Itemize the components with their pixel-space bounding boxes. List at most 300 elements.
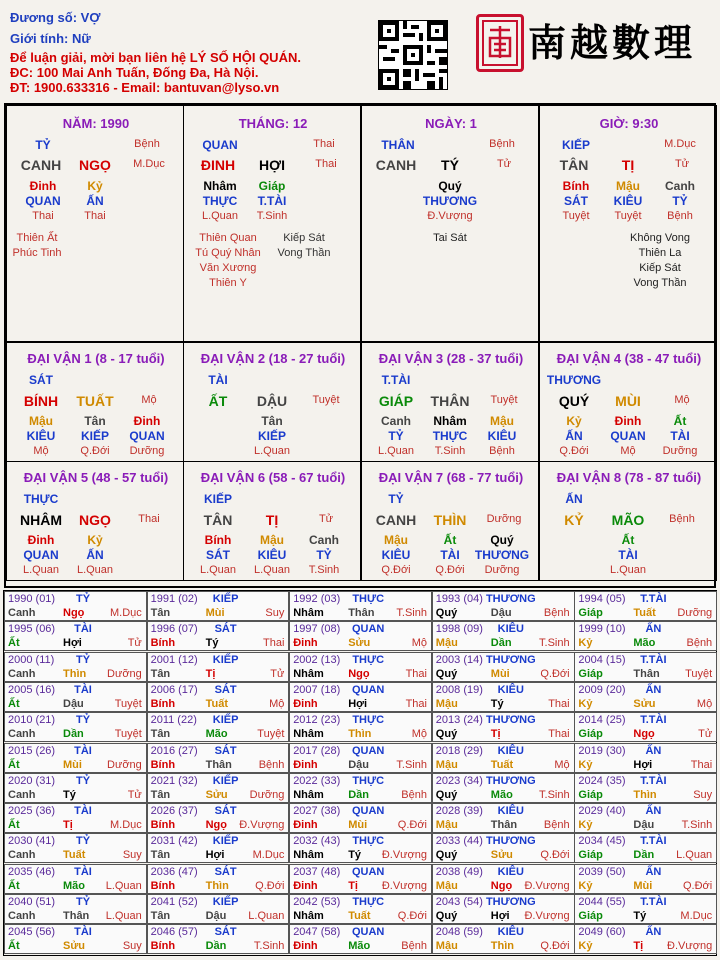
year-branch: Tuất xyxy=(490,758,514,771)
year-god: KIẾP xyxy=(212,593,239,605)
year-god: SÁT xyxy=(214,683,237,696)
year-stage: T.Sinh xyxy=(681,819,713,832)
year-stem: Đinh xyxy=(293,697,318,710)
year-label: 2034 (45) xyxy=(578,835,626,848)
year-cell[interactable] xyxy=(574,712,717,742)
year-cell[interactable] xyxy=(147,924,290,954)
year-cell[interactable] xyxy=(574,773,717,803)
year-cell[interactable] xyxy=(147,591,290,621)
year-stage: Q.Đới xyxy=(255,879,285,892)
dai-van-god: TỶ xyxy=(388,492,404,506)
year-god: TÀI xyxy=(74,805,92,818)
year-stem: Đinh xyxy=(293,879,318,892)
hidden-stem: Ất xyxy=(621,533,635,547)
hidden-stage: Đ.Vượng xyxy=(427,210,473,222)
year-cell[interactable] xyxy=(4,743,147,773)
year-stage: Tử xyxy=(127,788,142,801)
dai-van-1[interactable] xyxy=(6,342,184,462)
pillar-1 xyxy=(6,105,184,342)
year-stem: Ất xyxy=(8,637,20,650)
hidden-stage: L.Quan xyxy=(377,445,415,457)
year-cell[interactable] xyxy=(289,621,432,651)
hidden-god: KIÊU xyxy=(381,548,411,562)
star-label: Tai Sát xyxy=(433,232,467,244)
year-label: 2012 (23) xyxy=(293,714,341,727)
year-label: 2029 (40) xyxy=(578,805,626,818)
year-god: THỰC xyxy=(352,653,385,666)
year-stem: Nhâm xyxy=(293,607,324,619)
year-branch: Dần xyxy=(633,849,655,862)
year-cell[interactable] xyxy=(4,712,147,742)
year-god: THỰC xyxy=(352,835,385,848)
year-cell[interactable] xyxy=(574,864,717,894)
year-stem: Mậu xyxy=(435,940,458,953)
dai-van-stage: Mộ xyxy=(674,394,690,406)
year-god: T.TÀI xyxy=(640,896,667,908)
dai-van-stage: Tử xyxy=(318,513,334,525)
year-god: ẤN xyxy=(645,744,662,757)
year-stage: Đ.Vượng xyxy=(667,940,713,953)
pillar-stem-stage: Bệnh xyxy=(134,138,160,150)
year-stage: Dưỡng xyxy=(249,788,285,801)
star-label: Thiên Y xyxy=(209,277,247,289)
year-branch: Mùi xyxy=(348,819,368,832)
year-cell[interactable] xyxy=(432,591,575,621)
dai-van-7[interactable] xyxy=(361,461,539,581)
year-stage: Thai xyxy=(262,637,285,650)
year-stage: Bệnh xyxy=(686,637,713,650)
brand-logo: 南越數理 xyxy=(528,20,697,65)
year-god: KIÊU xyxy=(497,683,524,696)
year-cell[interactable] xyxy=(289,833,432,863)
year-label: 2032 (43) xyxy=(293,835,341,848)
year-cell[interactable] xyxy=(289,652,432,682)
year-god: THƯƠNG xyxy=(485,774,536,787)
year-label: 2003 (14) xyxy=(435,653,483,666)
hidden-stage: Q.Đới xyxy=(381,564,411,576)
hidden-stage: Dưỡng xyxy=(129,445,165,457)
year-stage: Tử xyxy=(127,637,142,650)
hidden-god: TÀI xyxy=(618,548,638,562)
pillar-stem-stage: M.Dục xyxy=(664,138,696,150)
hidden-stage: Thai xyxy=(84,210,106,222)
year-god: TỶ xyxy=(75,714,91,727)
pillar-branch: TÝ xyxy=(441,157,459,173)
year-label: 1997 (08) xyxy=(293,623,341,636)
star-label: Kiếp Sát xyxy=(639,262,681,274)
year-stage: Bệnh xyxy=(401,788,427,801)
year-stage: M.Dục xyxy=(110,607,142,619)
hidden-stem: Quý xyxy=(490,533,514,547)
dai-van-stage: Dưỡng xyxy=(486,513,522,525)
year-stage: T.Sinh xyxy=(253,940,285,953)
year-cell[interactable] xyxy=(432,743,575,773)
year-branch: Ngọ xyxy=(633,728,655,741)
year-stem: Canh xyxy=(8,667,36,680)
year-cell[interactable] xyxy=(289,743,432,773)
year-cell[interactable] xyxy=(147,833,290,863)
year-cell[interactable] xyxy=(147,773,290,803)
hidden-stage: Tuyệt xyxy=(562,210,590,222)
year-stage: Tử xyxy=(698,728,713,741)
dai-van-god: THỰC xyxy=(23,492,59,506)
year-god: SÁT xyxy=(214,865,237,878)
year-stem: Quý xyxy=(435,910,458,922)
pillar-branch-stage: Thai xyxy=(315,158,337,170)
dai-van-3[interactable] xyxy=(361,342,539,462)
year-branch: Tuất xyxy=(633,607,656,619)
year-cell[interactable] xyxy=(289,803,432,833)
year-stem: Giáp xyxy=(578,788,603,801)
hidden-stage: L.Quan xyxy=(253,445,291,457)
year-label: 2006 (17) xyxy=(150,683,198,696)
year-god: T.TÀI xyxy=(640,714,667,727)
year-label: 2002 (13) xyxy=(293,653,341,666)
year-cell[interactable] xyxy=(432,924,575,954)
year-branch: Mão xyxy=(205,728,228,741)
year-branch: Thìn xyxy=(63,667,87,680)
year-cell[interactable] xyxy=(4,894,147,924)
year-cell[interactable] xyxy=(432,864,575,894)
gender-label: Giới tính: Nữ xyxy=(10,31,91,46)
year-cell[interactable] xyxy=(147,682,290,712)
hidden-god: SÁT xyxy=(206,548,230,562)
dai-van-branch: TUẤT xyxy=(76,393,114,409)
year-stem: Mậu xyxy=(435,697,458,710)
year-stem: Mậu xyxy=(435,637,458,650)
year-cell[interactable] xyxy=(574,652,717,682)
year-god: SÁT xyxy=(214,805,237,818)
year-cell[interactable] xyxy=(147,621,290,651)
year-cell[interactable] xyxy=(4,621,147,651)
year-stage: Đ.Vượng xyxy=(524,879,570,892)
year-stem: Quý xyxy=(435,788,458,801)
year-cell[interactable] xyxy=(574,833,717,863)
year-cell[interactable] xyxy=(432,833,575,863)
year-god: THƯƠNG xyxy=(485,593,536,605)
year-stem: Quý xyxy=(435,667,458,680)
year-stage: Thai xyxy=(548,697,570,710)
year-cell[interactable] xyxy=(289,712,432,742)
pillar-branch: HỢI xyxy=(259,157,285,173)
year-stage: Dưỡng xyxy=(107,667,142,680)
year-label: 2041 (52) xyxy=(150,896,198,908)
year-branch: Mùi xyxy=(633,879,653,892)
year-label: 2022 (33) xyxy=(293,774,341,787)
year-branch: Tuất xyxy=(63,849,86,862)
year-stage: Mộ xyxy=(696,697,713,710)
year-god: ẤN xyxy=(645,683,662,696)
hidden-stage: Q.Đới xyxy=(559,445,589,457)
star-label: Vong Thần xyxy=(633,277,687,289)
year-branch: Tị xyxy=(633,940,644,953)
hidden-stage: L.Quan xyxy=(609,564,647,576)
year-label: 2005 (16) xyxy=(8,683,56,696)
hidden-stage: L.Quan xyxy=(22,564,60,576)
year-cell[interactable] xyxy=(147,864,290,894)
year-branch: Sửu xyxy=(63,940,86,953)
year-cell[interactable] xyxy=(4,682,147,712)
pillar-branch: NGỌ xyxy=(79,157,111,173)
seal-icon xyxy=(476,14,524,72)
hidden-god: QUAN xyxy=(610,429,646,443)
year-stem: Tân xyxy=(150,607,171,619)
hidden-god: TỶ xyxy=(672,194,688,208)
year-god: TỶ xyxy=(75,593,91,605)
year-label: 2023 (34) xyxy=(435,774,483,787)
year-cell[interactable] xyxy=(432,621,575,651)
dai-van-title: ĐẠI VẬN 4 (38 - 47 tuổi) xyxy=(556,351,702,366)
year-stage: Tuyệt xyxy=(685,667,713,680)
year-branch: Dậu xyxy=(205,910,227,922)
year-stem: Mậu xyxy=(435,819,458,832)
hidden-god: THƯƠNG xyxy=(422,194,478,208)
hidden-stem: Canh xyxy=(309,533,339,547)
year-god: T.TÀI xyxy=(640,835,667,848)
year-stem: Đinh xyxy=(293,758,318,771)
year-branch: Tý xyxy=(633,910,647,922)
year-cell[interactable] xyxy=(574,743,717,773)
year-label: 1990 (01) xyxy=(8,593,56,605)
year-cell[interactable] xyxy=(289,864,432,894)
star-label: Thiên La xyxy=(638,247,682,259)
qr-code-icon[interactable] xyxy=(378,20,448,90)
hidden-stem: Nhâm xyxy=(433,414,467,428)
dai-van-stem: CANH xyxy=(375,512,417,528)
hidden-stage: T.Sinh xyxy=(308,564,340,576)
hidden-god: T.TÀI xyxy=(257,194,287,208)
year-god: THƯƠNG xyxy=(485,896,536,908)
year-label: 2035 (46) xyxy=(8,865,56,878)
year-branch: Thân xyxy=(348,607,375,619)
address-line: ĐC: 100 Mai Anh Tuấn, Đống Đa, Hà Nội. xyxy=(10,65,259,80)
year-cell[interactable] xyxy=(289,591,432,621)
hidden-stage: L.Quan xyxy=(199,564,237,576)
year-god: KIẾP xyxy=(212,714,239,727)
hidden-stem: Tân xyxy=(261,414,283,428)
dai-van-6[interactable] xyxy=(183,461,361,581)
year-branch: Mão xyxy=(348,940,371,953)
year-god: TỶ xyxy=(75,896,91,908)
year-branch: Tuất xyxy=(205,697,228,710)
year-cell[interactable] xyxy=(4,773,147,803)
dai-van-title: ĐẠI VẬN 8 (78 - 87 tuổi) xyxy=(556,470,702,485)
hidden-god: KIÊU xyxy=(26,429,56,443)
year-stem: Quý xyxy=(435,728,458,741)
hidden-god: THỰC xyxy=(432,429,468,443)
year-stage: Q.Đới xyxy=(682,879,713,892)
year-stage: Đ.Vượng xyxy=(524,910,570,922)
year-stem: Kỷ xyxy=(578,758,593,771)
year-label: 2013 (24) xyxy=(435,714,483,727)
pillar-branch: TỊ xyxy=(621,157,635,173)
year-cell[interactable] xyxy=(432,803,575,833)
hidden-god: QUAN xyxy=(129,429,165,443)
year-stem: Quý xyxy=(435,849,458,862)
star-label: Không Vong xyxy=(630,232,690,244)
year-branch: Tị xyxy=(205,667,216,680)
hidden-stem: Đinh xyxy=(27,533,55,547)
year-cell[interactable] xyxy=(574,591,717,621)
dai-van-5[interactable] xyxy=(6,461,184,581)
year-branch: Thân xyxy=(633,667,660,680)
dai-van-stage: Bệnh xyxy=(669,513,695,525)
hidden-god: KIÊU xyxy=(487,429,517,443)
dai-van-title: ĐẠI VẬN 2 (18 - 27 tuổi) xyxy=(200,351,346,366)
pillar-branch-stage: Tử xyxy=(674,158,690,170)
year-stage: Đ.Vượng xyxy=(239,819,285,832)
hidden-god: TỶ xyxy=(388,429,404,443)
year-stem: Bính xyxy=(150,940,176,953)
dai-van-stem: TÂN xyxy=(203,512,233,528)
star-label: Thiên Ất xyxy=(16,232,58,244)
year-cell[interactable] xyxy=(289,894,432,924)
hidden-stem: Bính xyxy=(204,533,232,547)
year-stem: Quý xyxy=(435,607,458,619)
year-god: T.TÀI xyxy=(640,774,667,787)
year-branch: Dần xyxy=(63,728,84,741)
dai-van-title: ĐẠI VẬN 7 (68 - 77 tuổi) xyxy=(378,470,524,485)
year-god: THỰC xyxy=(352,774,385,787)
year-stem: Đinh xyxy=(293,819,318,832)
year-branch: Thìn xyxy=(348,728,372,741)
hidden-god: ẤN xyxy=(86,194,104,208)
hidden-god: KIẾP xyxy=(257,429,287,443)
dai-van-branch: TỊ xyxy=(265,512,279,528)
year-branch: Hợi xyxy=(633,758,653,771)
hidden-stem: Mậu xyxy=(490,414,514,428)
year-branch: Sửu xyxy=(633,697,656,710)
year-label: 2046 (57) xyxy=(150,926,198,939)
year-cell[interactable] xyxy=(4,803,147,833)
year-cell[interactable] xyxy=(147,743,290,773)
year-label: 2047 (58) xyxy=(293,926,341,939)
hidden-god: QUAN xyxy=(25,194,61,208)
year-label: 2017 (28) xyxy=(293,744,341,757)
year-cell[interactable] xyxy=(4,864,147,894)
hidden-stem: Mậu xyxy=(260,533,284,547)
hidden-stem: Kỷ xyxy=(566,414,582,428)
hidden-stage: Bệnh xyxy=(667,210,693,222)
hidden-stem: Đinh xyxy=(29,179,57,193)
year-cell[interactable] xyxy=(147,894,290,924)
year-label: 2027 (38) xyxy=(293,805,341,818)
year-branch: Dần xyxy=(205,940,227,953)
dai-van-stage: Mộ xyxy=(141,394,157,406)
year-god: THƯƠNG xyxy=(485,653,536,666)
hidden-stage: Mộ xyxy=(33,445,49,457)
year-branch: Mùi xyxy=(63,758,82,771)
dai-van-4[interactable] xyxy=(539,342,717,462)
hidden-stem: Kỷ xyxy=(87,533,103,547)
year-branch: Thìn xyxy=(633,788,657,801)
year-cell[interactable] xyxy=(432,773,575,803)
year-cell[interactable] xyxy=(4,833,147,863)
dai-van-god: THƯƠNG xyxy=(546,373,602,387)
year-god: TỶ xyxy=(75,835,91,848)
hidden-stage: Dưỡng xyxy=(662,445,698,457)
dai-van-8[interactable] xyxy=(539,461,717,581)
pillar-4 xyxy=(539,105,717,342)
dai-van-2[interactable] xyxy=(183,342,361,462)
year-cell[interactable] xyxy=(4,652,147,682)
year-branch: Tị xyxy=(348,879,358,892)
year-cell[interactable] xyxy=(4,591,147,621)
pillar-3 xyxy=(361,105,539,342)
year-cell[interactable] xyxy=(574,924,717,954)
year-cell[interactable] xyxy=(574,682,717,712)
year-label: 2031 (42) xyxy=(150,835,198,848)
star-label: Thiên Quan xyxy=(199,232,257,244)
dai-van-god: ẤN xyxy=(565,492,583,506)
year-stem: Ất xyxy=(8,819,20,832)
year-cell[interactable] xyxy=(289,773,432,803)
year-god: QUAN xyxy=(351,926,385,939)
dai-van-title: ĐẠI VẬN 5 (48 - 57 tuổi) xyxy=(23,470,169,485)
year-god: ẤN xyxy=(645,623,662,636)
year-branch: Hợi xyxy=(205,849,225,862)
year-label: 2048 (59) xyxy=(435,926,483,939)
hidden-god: THƯƠNG xyxy=(474,548,530,562)
year-branch: Thân xyxy=(205,758,232,771)
year-stem: Tân xyxy=(150,667,171,680)
year-branch: Tý xyxy=(205,637,219,650)
year-label: 2038 (49) xyxy=(435,865,483,878)
pillar-stem: CANH xyxy=(20,157,62,173)
year-god: KIẾP xyxy=(212,653,239,666)
year-branch: Sửu xyxy=(348,637,371,650)
year-god: T.TÀI xyxy=(640,653,667,666)
year-branch: Hợi xyxy=(490,910,510,922)
year-cell[interactable] xyxy=(289,924,432,954)
pillar-stem-god: TỶ xyxy=(35,138,51,152)
year-cell[interactable] xyxy=(147,712,290,742)
year-label: 2044 (55) xyxy=(578,896,626,908)
year-cell[interactable] xyxy=(574,894,717,924)
year-cell[interactable] xyxy=(574,621,717,651)
year-cell[interactable] xyxy=(432,682,575,712)
year-god: ẤN xyxy=(645,805,662,818)
year-cell[interactable] xyxy=(432,894,575,924)
year-god: KIÊU xyxy=(497,805,524,818)
year-cell[interactable] xyxy=(147,803,290,833)
dai-van-branch: THÂN xyxy=(430,393,470,409)
year-stage: L.Quan xyxy=(248,910,285,922)
year-stage: Bệnh xyxy=(401,940,427,953)
year-cell[interactable] xyxy=(432,712,575,742)
dai-van-stem: GIÁP xyxy=(378,393,414,409)
hidden-stem: Quý xyxy=(438,179,462,193)
year-cell[interactable] xyxy=(4,924,147,954)
dai-van-stage: Thai xyxy=(138,513,160,525)
year-branch: Hợi xyxy=(63,637,82,650)
year-branch: Tý xyxy=(63,788,76,801)
year-cell[interactable] xyxy=(289,682,432,712)
year-label: 1995 (06) xyxy=(8,623,56,636)
hidden-stage: Q.Đới xyxy=(80,445,110,457)
pillar-title: NĂM: 1990 xyxy=(62,116,130,131)
year-cell[interactable] xyxy=(147,652,290,682)
year-branch: Thân xyxy=(63,910,90,922)
year-cell[interactable] xyxy=(574,803,717,833)
year-branch: Mão xyxy=(633,637,656,650)
year-branch: Tý xyxy=(348,849,362,862)
year-label: 2039 (50) xyxy=(578,865,626,878)
year-cell[interactable] xyxy=(432,652,575,682)
year-god: THƯƠNG xyxy=(485,835,536,848)
year-god: QUAN xyxy=(351,865,385,878)
hidden-stage: L.Quan xyxy=(201,210,239,222)
